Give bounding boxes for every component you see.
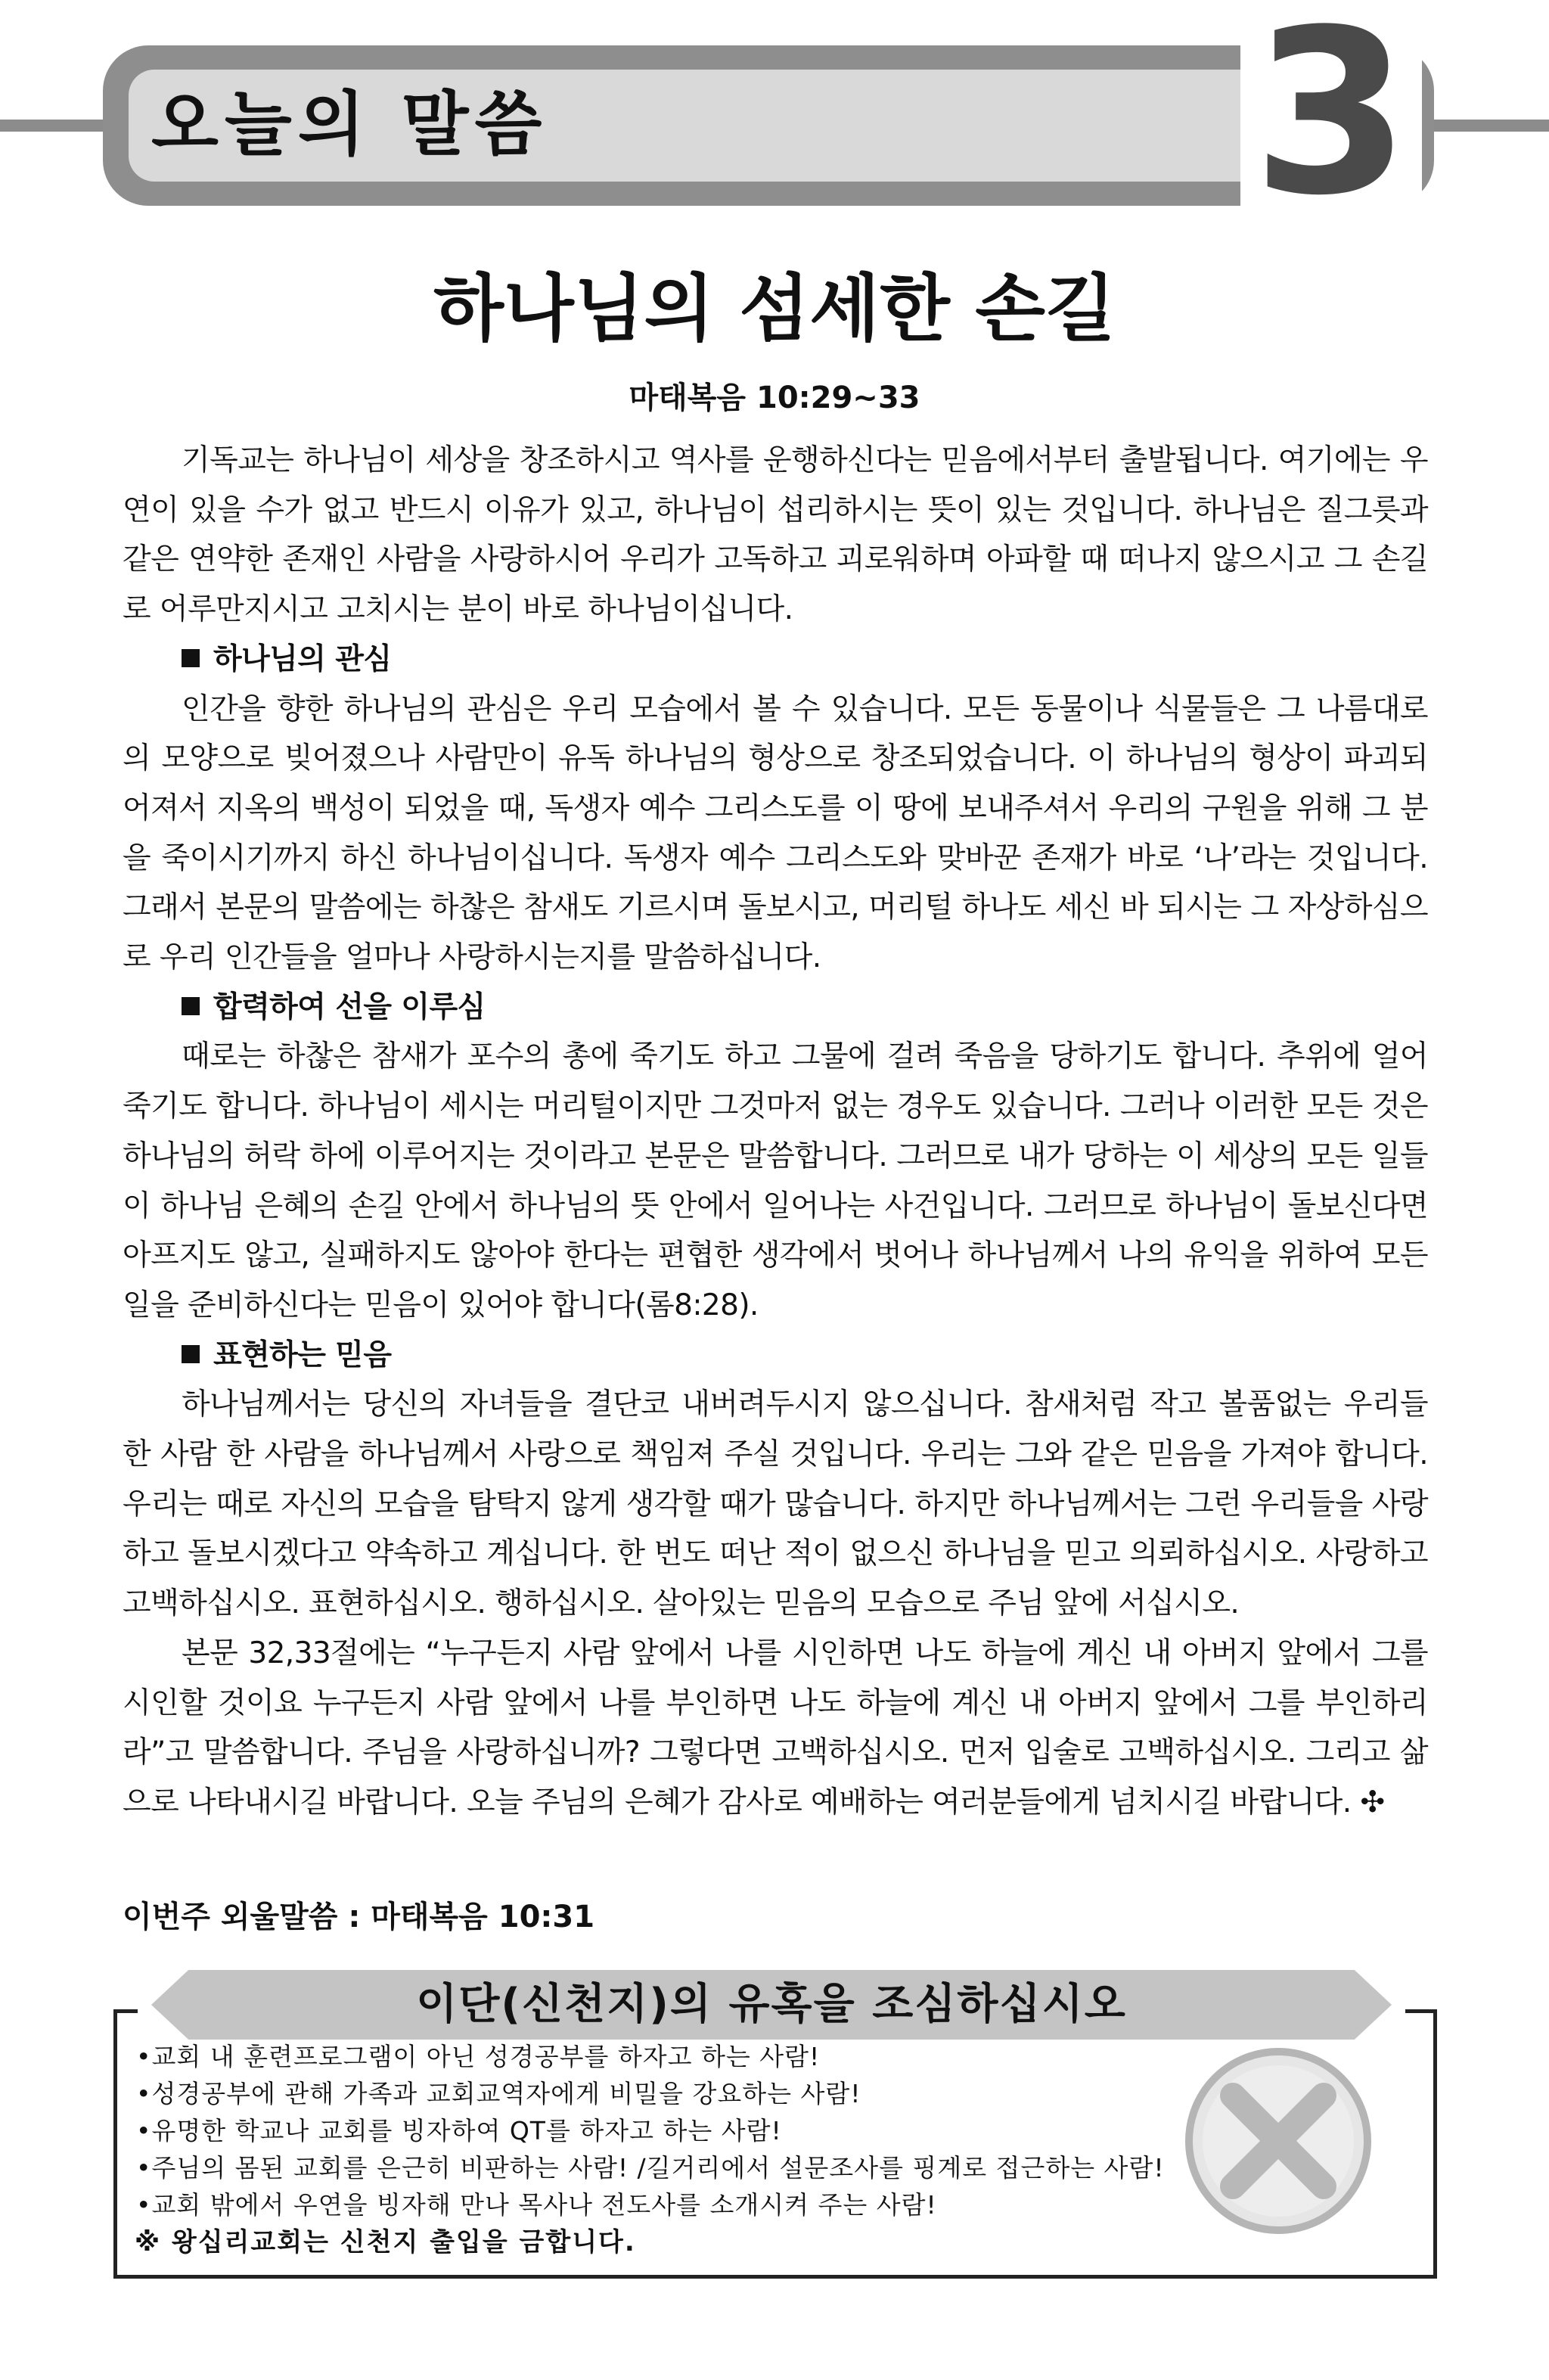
section-paragraph: 인간을 향한 하나님의 관심은 우리 모습에서 볼 수 있습니다. 모든 동물이나 식물들은 그 나름대로의 모양으로 빚어졌으나 사람만이 유독 하나님의 형상으로 창조되었습니다. 이 하나님의 형상이 파괴되어져서 지옥의 백성이 되었을 때, 독생자 예수 그리스도를 이 땅에 보내주셔서 우리의 구원을 위해 그 분을 죽이시기까지 하신 하나님이십니다. 독생자 예수 그리스도와 맞바꾼 존재가 바로 ‘나’라는 것입니다. 그래서 본문의 말씀에는 하찮은 참새도 기르시며 돌보시고, 머리털 하나도 세신 바 되시는 그 자상하심으로 우리 인간들을 얼마나 사랑하시는지를 말씀하십니다. — [123, 691, 1428, 975]
intro-paragraph: 기독교는 하나님이 세상을 창조하시고 역사를 운행하신다는 믿음에서부터 출발됩니다. 여기에는 우연이 있을 수가 없고 반드시 이유가 있고, 하나님이 섭리하시는 뜻이 있는 것입니다. 하나님은 질그릇과 같은 연약한 존재인 사람을 사랑하시어 우리가 고독하고 괴로워하며 아파할 때 떠나지 않으시고 그 손길로 어루만지시고 고치시는 분이 바로 하나님이십니다. — [123, 443, 1428, 627]
section-paragraph: 하나님께서는 당신의 자녀들을 결단코 내버려두시지 않으십니다. 참새처럼 작고 볼품없는 우리들 한 사람 한 사람을 하나님께서 사랑으로 책임져 주실 것입니다. 우리는 그와 같은 믿음을 가져야 합니다. 우리는 때로 자신의 모습을 탐탁지 않게 생각할 때가 많습니다. 하지만 하나님께서는 그런 우리들을 사랑하고 돌보시겠다고 약속하고 계십니다. 한 번도 떠난 적이 없으신 하나님을 믿고 의뢰하십시오. 사랑하고 고백하십시오. 표현하십시오. 행하십시오. 살아있는 믿음의 모습으로 주님 앞에 서십시오. — [123, 1387, 1428, 1621]
section-number: 3 — [1252, 0, 1411, 245]
square-bullet-icon — [182, 1345, 200, 1363]
section-title: 오늘의 말씀 — [151, 84, 548, 165]
ornament-icon: ✣ — [1360, 1785, 1385, 1819]
warning-list — [136, 2038, 1407, 2223]
warning-item: •교회 내 훈련프로그램이 아닌 성경공부를 하자고 하는 사람! — [136, 2042, 821, 2071]
square-bullet-icon — [182, 649, 200, 667]
warning-note: ※ 왕십리교회는 신천지 출입을 금합니다. — [135, 2227, 636, 2257]
warning-item: •유명한 학교나 교회를 빙자하여 QT를 하자고 하는 사람! — [136, 2116, 782, 2145]
section-paragraph: 때로는 하찮은 참새가 포수의 총에 죽기도 하고 그물에 걸려 죽음을 당하기도 합니다. 추위에 얼어 죽기도 합니다. 하나님이 세시는 머리털이지만 그것마저 없는 경우도 있습니다. 그러나 이러한 모든 것은 하나님의 허락 하에 이루어지는 것이라고 본문은 말씀합니다. 그러므로 내가 당하는 이 세상의 모든 일들이 하나님 은혜의 손길 안에서 하나님의 뜻 안에서 일어나는 사건입니다. 그러므로 하나님이 돌보신다면 아프지도 않고, 실패하지도 않아야 한다는 편협한 생각에서 벗어나 하나님께서 나의 유익을 위하여 모든 일을 준비하신다는 믿음이 있어야 합니다(롬8:28). — [123, 1039, 1428, 1322]
section-heading: 표현하는 믿음 — [123, 1331, 1428, 1381]
memory-verse: 이번주 외울말씀 : 마태복음 10:31 — [123, 1900, 595, 1934]
section-heading: 합력하여 선을 이루심 — [123, 983, 1428, 1033]
warning-item: •성경공부에 관해 가족과 교회교역자에게 비밀을 강요하는 사람! — [136, 2079, 861, 2108]
warning-title: 이단(신천지)의 유혹을 조심하십시오 — [416, 1980, 1127, 2029]
section-heading: 하나님의 관심 — [123, 635, 1428, 685]
header-banner — [0, 0, 1549, 245]
warning-item: •교회 밖에서 우연을 빙자해 만나 목사나 전도사를 소개시켜 주는 사람! — [136, 2190, 937, 2220]
closing-paragraph: 본문 32,33절에는 “누구든지 사람 앞에서 나를 시인하면 나도 하늘에 계신 내 아버지 앞에서 그를 시인할 것이요 누구든지 사람 앞에서 나를 부인하면 나도 하늘에 계신 내 아버지 앞에서 그를 부인하리라”고 말씀합니다. 주님을 사랑하십니까? 그렇다면 고백하십시오. 먼저 입술로 고백하십시오. 그리고 삶으로 나타내시길 바랍니다. 오늘 주님의 은혜가 감사로 예배하는 여러분들에게 넘치시길 바랍니다. ✣ — [123, 1636, 1428, 1819]
sermon-body — [123, 436, 1428, 1828]
sermon-title: 하나님의 섬세한 손길 — [433, 266, 1116, 351]
scripture-reference: 마태복음 10:29~33 — [629, 381, 920, 415]
warning-item: •주님의 몸된 교회를 은근히 비판하는 사람! /길거리에서 설문조사를 핑계로 접근하는 사람! — [136, 2153, 1165, 2183]
square-bullet-icon — [182, 997, 200, 1015]
